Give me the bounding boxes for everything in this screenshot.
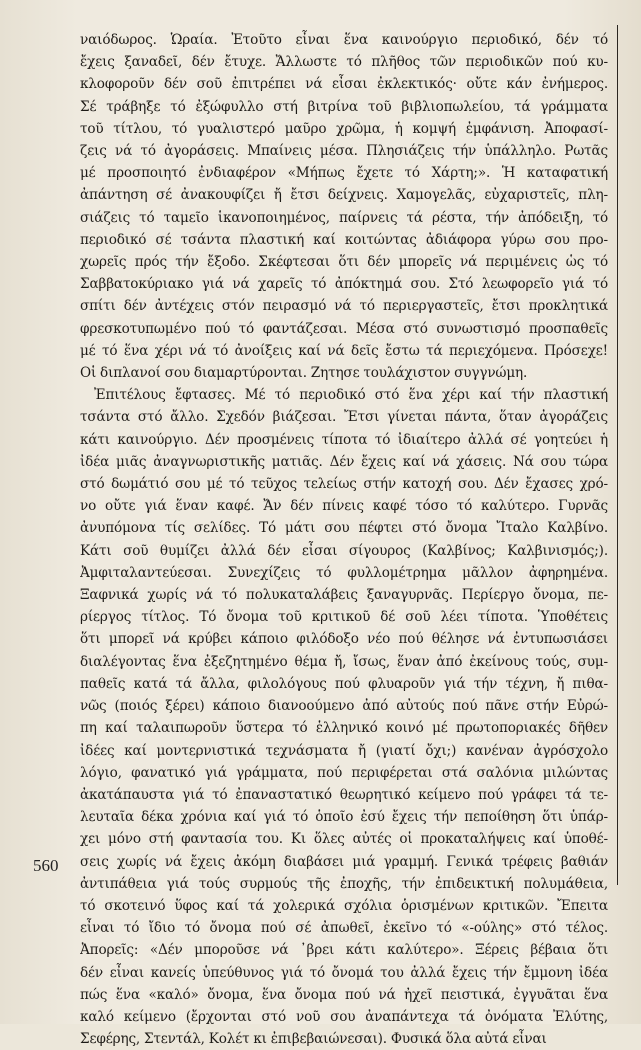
text-line: παθεῖς κατά τά ἄλλα, φιλολόγους πού φλυαροῦν γιά τήν τέχνη, ἤ πιθα- (80, 675, 608, 692)
text-line: ἀνυπόμονα τίς σελίδες. Τό μάτι σου πέφτει στό ὄνομα Ἴταλο Καλβίνο. (80, 520, 608, 537)
text-line: Σέ τράβηξε τό ἐξώφυλλο στή βιτρίνα τοῦ βιβλιοπωλείου, τά γράμματα (80, 98, 608, 115)
text-line: σπίτι δέν ἀντέχεις στόν πειρασμό νά τό περιεργαστεῖς, ἔτσι προκλητικά (80, 298, 608, 315)
text-line: ζεις νά τό ἀγοράσεις. Μπαίνεις μέσα. Πλησιάζεις τήν ὑπάλληλο. Ρωτᾶς (80, 143, 608, 160)
text-line: ἰδέα μιᾶς ἀναγνωριστικῆς ματιᾶς. Δέν ἔχεις καί νά χάσεις. Νά σου τώρα (80, 453, 608, 470)
text-line: ὅτι μπορεῖ νά κρύβει κάποιο φιλόδοξο νέο πού θέλησε νά ἐντυπωσιάσει (80, 631, 608, 648)
text-line: διαλέγοντας ἕνα ἐξεζητημένο θέμα ἤ, ἴσως, ἕναν ἀπό ἐκείνους τούς, συμ- (80, 653, 608, 670)
text-line: Σαββατοκύριακο γιά νά χαρεῖς τό ἀπόκτημά σου. Στό λεωφορεῖο γιά τό (80, 276, 608, 293)
text-line: περιοδικό σέ τσάντα πλαστική καί κοιτώντας ἀδιάφορα γύρω σου προ- (80, 231, 608, 248)
paragraph-1 (80, 29, 608, 384)
text-line: Κάτι σοῦ θυμίζει ἀλλά δέν εἶσαι σίγουρος (Καλβίνος; Καλβινισμός;). (80, 542, 608, 559)
text-line: λευταῖα δέκα χρόνια καί γιά τό ὁποῖο ἐσύ ἔχεις τήν πεποίθηση ὅτι ὑπάρ- (80, 809, 608, 826)
body-text (80, 29, 608, 1050)
text-line: ναιόδωρος. Ὡραία. Ἐτοῦτο εἶναι ἕνα καινούργιο περιοδικό, δέν τό (80, 32, 608, 48)
text-line: κλοφοροῦν δέν σοῦ ἐπιτρέπει νά εἶσαι ἐκλεκτικός· οὔτε κάν ἐνήμερος. (80, 76, 608, 93)
text-line: ἔχεις ξαναδεῖ, δέν ἔτυχε. Ἄλλωστε τό πλῆθος τῶν περιοδικῶν πού κυ- (80, 54, 608, 71)
text-line: δέν εἶναι κανείς ὑπεύθυνος γιά τό ὄνομά του ἀλλά ἔχεις τήν ἔμμονη ἰδέα (80, 964, 608, 981)
text-line: τοῦ τίτλου, τό γυαλιστερό μαῦρο χρῶμα, ἡ κομψή ἐμφάνιση. Ἀποφασί- (80, 120, 608, 137)
page-number: 560 (33, 856, 59, 875)
text-line: σεις χωρίς νά ἔχεις ἀκόμη διαβάσει μιά γραμμή. Γενικά τρέφεις βαθιάν (80, 853, 608, 870)
text-line: νο οὔτε γιά ἕναν καφέ. Ἄν δέν πίνεις καφέ τόσο τό καλύτερο. Γυρνᾶς (80, 498, 608, 515)
text-line: Σεφέρης, Στεντάλ, Κολέτ κι ἐπιβεβαιώνεσαι). Φυσικά ὅλα αὐτά εἶναι (80, 1031, 547, 1048)
text-line: Ἀμφιταλαντεύεσαι. Συνεχίζεις τό φυλλομέτρημα μᾶλλον ἀφηρημένα. (80, 564, 608, 581)
text-line: μέ τό ἕνα χέρι νά τό ἀνοίξεις καί νά δεῖς ἔστω τά περιεχόμενα. Πρόσεχε! (80, 342, 608, 359)
text-line: φρεσκοτυπωμένο πού τό φαντάζεσαι. Μέσα στό συνωστισμό προσπαθεῖς (80, 320, 608, 337)
text-line: λόγιο, φανατικό γιά γράμματα, πού περιφέρεται στά σαλόνια μιλώντας (80, 764, 608, 781)
text-line: ἀκατάπαυστα γιά τό ἐπαναστατικό θεωρητικό κείμενο πού γράφει τά τε- (80, 786, 608, 803)
text-line: ἰδέες καί μοντερνιστικά τεχνάσματα ἤ (γιατί ὄχι;) κανέναν ἀγρόσχολο (80, 742, 608, 759)
text-line: τσάντα στό ἄλλο. Σχεδόν βιάζεσαι. Ἔτσι γίνεται πάντα, ὅταν ἀγοράζεις (80, 409, 608, 426)
text-line: μέ προσποιητό ἐνδιαφέρον «Μήπως ἔχετε τό Χάρτη;». Ἡ καταφατική (80, 165, 608, 182)
right-margin-rule (617, 25, 618, 885)
text-line: σιάζεις τό ταμεῖο ἱκανοποιημένος, παίρνεις τά ρέστα, τήν ἀπόδειξη, τό (80, 209, 608, 226)
text-line: Ἀπορεῖς: «Δέν μποροῦσε νά ᾽βρει κάτι καλύτερο». Ξέρεις βέβαια ὅτι (80, 942, 608, 959)
text-line: Ξαφνικά χωρίς νά τό πολυκαταλάβεις ξαναγυρνᾶς. Περίεργο ὄνομα, πε- (80, 587, 608, 604)
text-line: Ἐπιτέλους ἔφτασες. Μέ τό περιοδικό στό ἕνα χέρι καί τήν πλαστική (94, 387, 608, 404)
text-line: καλό κείμενο (ἔρχονται στό νοῦ σου ἀναπάντεχα τά ὀνόματα Ἐλύτης, (80, 1008, 608, 1025)
text-line: χει μόνο στή φαντασία του. Κι ὅλες αὐτές οἱ προκαταλήψεις καί ὑποθέ- (80, 831, 608, 848)
paragraph-2 (80, 384, 608, 1050)
text-line: στό δωμάτιό σου μέ τό τεῦχος τελείως στήν κατοχή σου. Δέν ἔχασες χρό- (80, 476, 608, 493)
text-line: ρίεργος τίτλος. Τό ὄνομα τοῦ κριτικοῦ δέ σοῦ λέει τίποτα. Ὑποθέτεις (80, 609, 608, 626)
text-line: εἶναι τό ἴδιο τό ὄνομα πού σέ ἀπωθεῖ, ἐκεῖνο τό «-ούλης» στό τέλος. (80, 920, 608, 937)
text-line: κάτι καινούργιο. Δέν προσμένεις τίποτα τό ἰδιαίτερο ἀλλά σέ γοητεύει ἡ (80, 431, 608, 448)
text-line: χωρεῖς πρός τήν ἔξοδο. Σκέφτεσαι ὅτι δέν μπορεῖς νά περιμένεις ὡς τό (80, 254, 608, 271)
text-line: πώς ἕνα «καλό» ὄνομα, ἕνα ὄνομα πού νά ἠχεῖ πειστικά, ἐγγυᾶται ἕνα (80, 986, 608, 1003)
text-line: ἀντιπάθεια γιά τούς συρμούς τῆς ἐποχῆς, τήν ἐπιδεικτική πολυμάθεια, (80, 875, 608, 892)
text-line: νῶς (ποιός ξέρει) κάποιο διανοούμενο ἀπό αὐτούς πού πᾶνε στήν Εὐρώ- (80, 698, 608, 715)
text-line: πη καί ταλαιπωροῦν ὕστερα τό ἑλληνικό κοινό μέ πρωτοποριακές δῆθεν (80, 720, 608, 737)
text-line: ἀπάντηση σέ ἀνακουφίζει ἤ ἔτσι δείχνεις. Χαμογελᾶς, εὐχαριστεῖς, πλη- (80, 187, 608, 204)
text-line: τό σκοτεινό ὕφος καί τά χολερικά σχόλια ὁρισμένων κριτικῶν. Ἔπειτα (80, 897, 608, 914)
text-line: Οἱ διπλανοί σου διαμαρτύρονται. Ζητησε τουλάχιστον συγγνώμη. (80, 365, 528, 382)
